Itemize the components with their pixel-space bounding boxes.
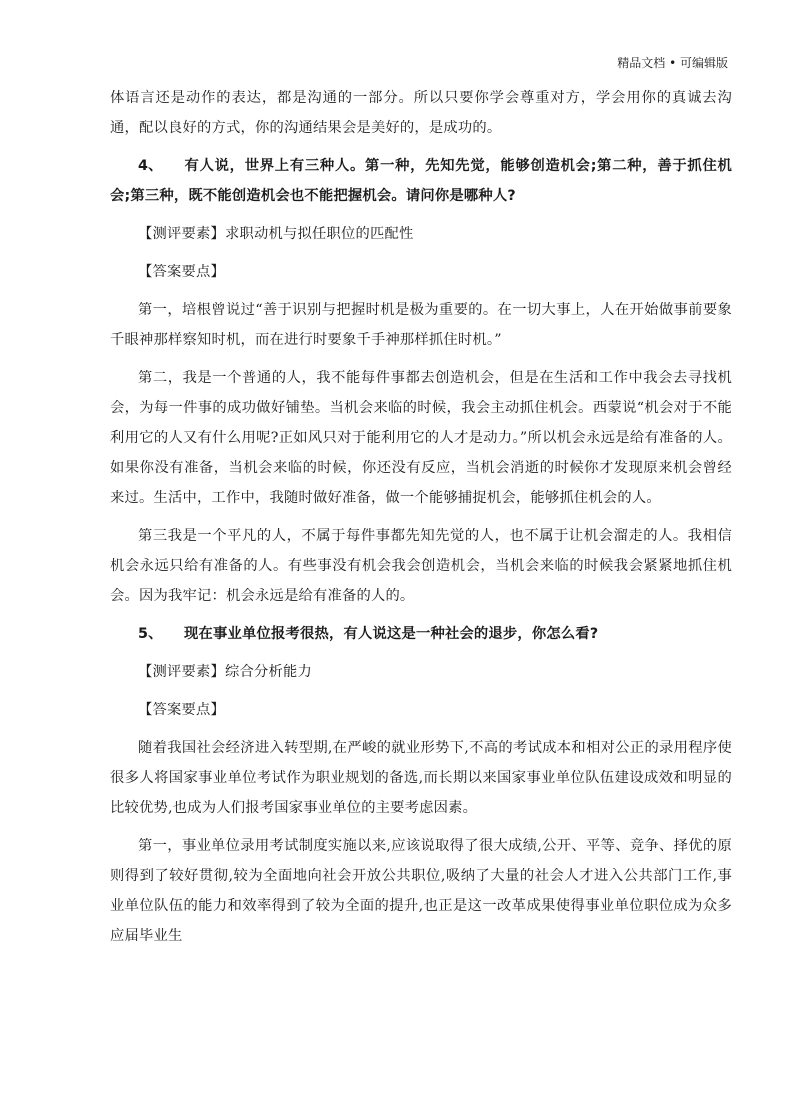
- answer-paragraph: 第一，事业单位录用考试制度实施以来,应该说取得了很大成绩,公开、平等、竞争、择优的原则得到了较好贯彻,较为全面地向社会开放公共职位,吸纳了大量的社会人才进入公共部门工作,事业单位队伍的能力和效率得到了较为全面的提升,也正是这一改革成果使得事业单位职位成为众多应届毕业生: [110, 838, 732, 944]
- paragraph-continuation: 体语言还是动作的表达，都是沟通的一部分。所以只要你学会尊重对方，学会用你的真诚去沟通，配以良好的方式，你的沟通结果会是美好的，是成功的。: [110, 90, 732, 136]
- evaluation-element: 【测评要素】综合分析能力: [138, 664, 312, 680]
- question-5: [110, 619, 732, 649]
- question-4: [110, 151, 732, 211]
- question-text: 有人说，世界上有三种人。第一种，先知先觉，能够创造机会;第二种，善于抓住机会;第三种，既不能创造机会也不能把握机会。请问你是哪种人?: [110, 158, 732, 204]
- question-text: 现在事业单位报考很热，有人说这是一种社会的退步，你怎么看?: [184, 626, 599, 642]
- answer-paragraph: 第三我是一个平凡的人，不属于每件事都先知先觉的人，也不属于让机会溜走的人。我相信机会永远只给有准备的人。有些事没有机会我会创造机会，当机会来临的时候我会紧紧地抓住机会。因为我牢记：机会永远是给有准备的人的。: [110, 528, 732, 604]
- answer-paragraph: 第二，我是一个普通的人，我不能每件事都去创造机会，但是在生活和工作中我会去寻找机会，为每一件事的成功做好铺垫。当机会来临的时候，我会主动抓住机会。西蒙说“机会对于不能利用它的人又有什么用呢?正如风只对于能利用它的人才是动力。”所以机会永远是给有准备的人。如果你没有准备，当机会来临的时候，你还没有反应，当机会消逝的时候你才发现原来机会曾经来过。生活中，工作中，我随时做好准备，做一个能够捕捉机会，能够抓住机会的人。: [110, 370, 732, 506]
- answer-points-heading: 【答案要点】: [138, 702, 225, 718]
- evaluation-element: 【测评要素】求职动机与拟任职位的匹配性: [138, 226, 414, 242]
- answer-paragraph: 随着我国社会经济进入转型期,在严峻的就业形势下,不高的考试成本和相对公正的录用程序使很多人将国家事业单位考试作为职业规划的备选,而长期以来国家事业单位队伍建设成效和明显的比较优势,也成为人们报考国家事业单位的主要考虑因素。: [110, 740, 732, 816]
- page-header-label: 精品文档 • 可编辑版: [617, 56, 728, 70]
- document-body: [110, 83, 732, 951]
- answer-paragraph: 第一，培根曾说过“善于识别与把握时机是极为重要的。在一切大事上，人在开始做事前要象千眼神那样察知时机，而在进行时要象千手神那样抓住时机。”: [110, 302, 732, 348]
- answer-points-heading: 【答案要点】: [138, 264, 225, 280]
- question-number: 4、: [138, 158, 163, 174]
- question-number: 5、: [138, 626, 163, 642]
